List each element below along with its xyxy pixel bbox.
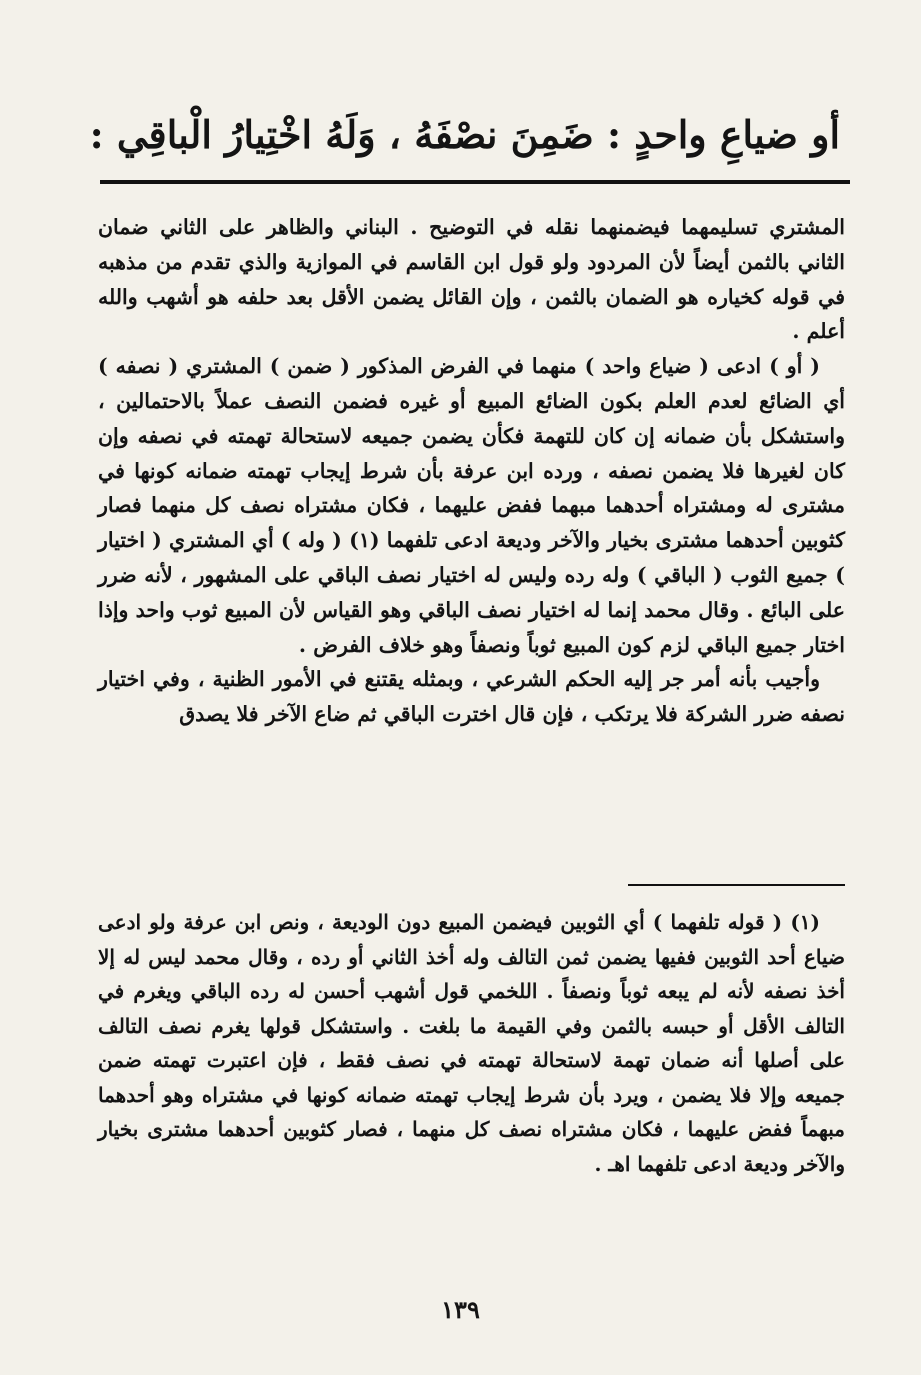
footnote: [98, 905, 845, 1181]
body-paragraph: المشتري تسليمهما فيضمنهما نقله في التوضيح . البناني والظاهر على الثاني ضمان الثاني بالثمن أيضاً لأن المردود ولو قول ابن القاسم في الموازية والذي تقدم من مذهبه في قوله كخياره هو الضمان بالثمن ، وإن القائل يضمن الأقل بعد حلفه هو أشهب والله أعلم .: [98, 215, 845, 344]
body-paragraph: ( أو ) ادعى ( ضياع واحد ) منهما في الفرض المذكور ( ضمن ) المشتري ( نصفه ) أي الضائع لعدم العلم بكون الضائع المبيع أو غيره فضمن النصف عملاً بالاحتمالين ، واستشكل بأن ضمانه إن كان للتهمة فكأن يضمن جميعه لاستحالة تهمته في نصفه وإن كان لغيرها فلا يضمن نصفه ، ورده ابن عرفة بأن شرط إيجاب تهمته ضمانه كونها في مشترى له ومشتراه أحدهما مبهما ففض عليهما ، فكان مشتراه نصف كل منهما فصار كثوبين أحدهما مشترى بخيار والآخر وديعة ادعى تلفهما (١) ( وله ) أي المشتري ( اختيار ) جميع الثوب ( الباقي ) وله رده وليس له اختيار نصف الباقي على المشهور ، لأنه ضرر على البائع . وقال محمد إنما له اختيار نصف الباقي وهو القياس لأن المبيع ثوب واحد وإذا اختار جميع الباقي لزم كون المبيع ثوباً ونصفاً وهو خلاف الفرض .: [98, 354, 845, 657]
footnote-rule: [628, 884, 845, 886]
page-number: ١٣٩: [441, 1295, 480, 1324]
page-header-title: أو ضياعِ واحدٍ : ضَمِنَ نصْفَهُ ، وَلَهُ اخْتِيارُ الْباقِي :: [89, 112, 840, 157]
body-paragraph: وأجيب بأنه أمر جر إليه الحكم الشرعي ، وبمثله يقتنع في الأمور الظنية ، وفي اختيار نصفه ضرر الشركة فلا يرتكب ، فإن قال اخترت الباقي ثم ضاع الآخر فلا يصدق: [98, 667, 845, 727]
main-text: [98, 210, 845, 732]
header-rule: [100, 180, 850, 184]
footnote-text: (١) ( قوله تلفهما ) أي الثوبين فيضمن المبيع دون الوديعة ، ونص ابن عرفة ولو ادعى ضياع أحد الثوبين ففيها يضمن ثمن التالف وله أخذ الثاني أو رده ، وقال محمد ليس له إلا أخذ نصفه لأنه لم يبعه ثوباً ونصفاً . اللخمي قول أشهب أحسن له رده الباقي ويغرم في التالف الأقل أو حبسه بالثمن وفي القيمة ما بلغت . واستشكل قولها يغرم نصف التالف على أصلها أنه ضمان تهمة لاستحالة تهمته في نصف فقط ، فإن اعتبرت تهمته ضمن جميعه وإلا فلا يضمن ، ويرد بأن شرط إيجاب تهمته ضمانه كونها في مشتراه وهو أحدهما مبهماً ففض عليهما ، فكان مشتراه نصف كل منهما ، فصار كثوبين أحدهما مشترى بخيار والآخر وديعة ادعى تلفهما اهـ .: [98, 910, 845, 1176]
